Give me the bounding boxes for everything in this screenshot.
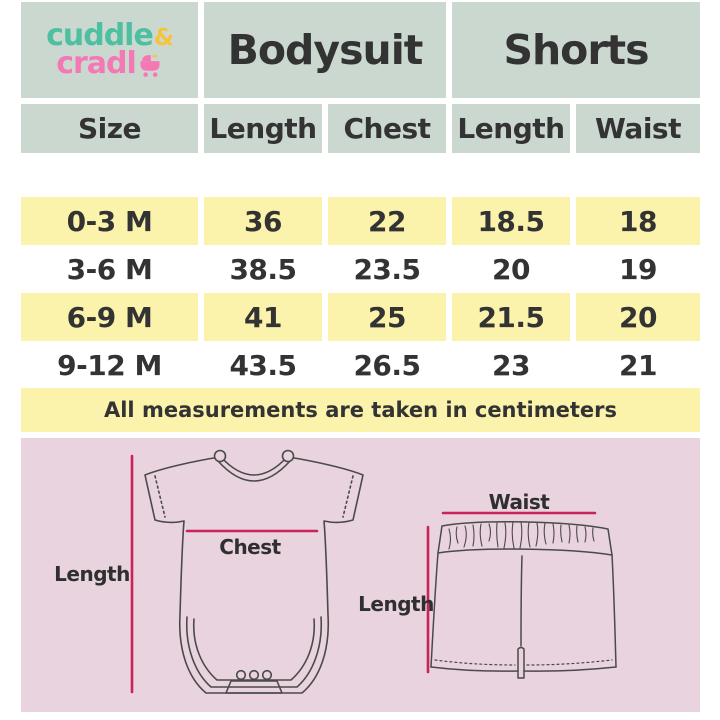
value-cell: 20 — [492, 252, 530, 286]
brand-word-cuddle: cuddle — [46, 18, 153, 53]
pram-body — [140, 61, 159, 71]
note-bar: All measurements are taken in centimeters — [21, 388, 700, 432]
value-cell: 21 — [619, 348, 657, 382]
bodysuit-outline — [145, 457, 363, 693]
bodysuit-shoulder-snap-left — [215, 451, 226, 462]
value-cell: 25 — [328, 293, 446, 341]
value-cell: 41 — [204, 293, 322, 341]
value-cell: 23.5 — [353, 252, 421, 286]
col-header-size: Size — [21, 104, 198, 153]
size-cell: 9-12 M — [57, 348, 162, 382]
bodysuit-chest-label: Chest — [219, 535, 281, 559]
value-cell: 19 — [619, 252, 657, 286]
brand-logo-cell — [21, 2, 198, 98]
shorts-waist-label: Waist — [488, 490, 550, 514]
value-cell: 26.5 — [353, 348, 421, 382]
shorts-length-label: Length — [358, 592, 434, 616]
pram-handle — [152, 56, 156, 58]
bodysuit-diagram — [120, 445, 370, 710]
size-cell: 0-3 M — [21, 197, 198, 245]
shorts-center-seam — [521, 556, 522, 646]
bodysuit-shoulder-snap-right — [283, 451, 294, 462]
shorts-side-right — [612, 555, 616, 667]
size-cell: 3-6 M — [66, 252, 153, 286]
brand-word-cradle: cradl — [56, 46, 136, 81]
pram-wheel-right — [153, 72, 158, 77]
value-cell: 20 — [576, 293, 700, 341]
pram-wheel-left — [143, 72, 148, 77]
header-shorts: Shorts — [452, 2, 700, 98]
value-cell: 18.5 — [452, 197, 570, 245]
pram-hood — [142, 55, 151, 61]
shorts-center-slit — [518, 648, 524, 679]
col-header-waist: Waist — [576, 104, 700, 153]
brand-line-2 — [46, 46, 173, 81]
col-header-bodysuit-length: Length — [204, 104, 322, 153]
shorts-hem-right — [524, 667, 616, 671]
bodysuit-crotch-snap-1 — [237, 671, 246, 680]
shorts-hem-left — [431, 667, 518, 671]
header-bodysuit: Bodysuit — [204, 2, 446, 98]
brand-ampersand: & — [153, 25, 173, 51]
value-cell: 22 — [328, 197, 446, 245]
bodysuit-sleeve-stitch-right — [343, 476, 353, 517]
diagram-panel — [21, 438, 700, 712]
shorts-gathers — [449, 522, 594, 549]
col-header-chest: Chest — [328, 104, 446, 153]
brand-logo — [46, 18, 173, 81]
bodysuit-crotch-snap-3 — [263, 671, 272, 680]
bodysuit-sleeve-stitch-left — [155, 476, 165, 517]
col-header-shorts-length: Length — [452, 104, 570, 153]
bodysuit-crotch-snap-2 — [250, 671, 259, 680]
brand-line-1 — [46, 18, 173, 53]
shorts-diagram — [418, 495, 618, 690]
value-cell: 23 — [492, 348, 530, 382]
value-cell: 36 — [204, 197, 322, 245]
bodysuit-length-label: Length — [54, 562, 130, 586]
value-cell: 21.5 — [452, 293, 570, 341]
value-cell: 38.5 — [229, 252, 297, 286]
pram-icon — [137, 53, 163, 78]
value-cell: 43.5 — [229, 348, 297, 382]
value-cell: 18 — [576, 197, 700, 245]
size-cell: 6-9 M — [21, 293, 198, 341]
